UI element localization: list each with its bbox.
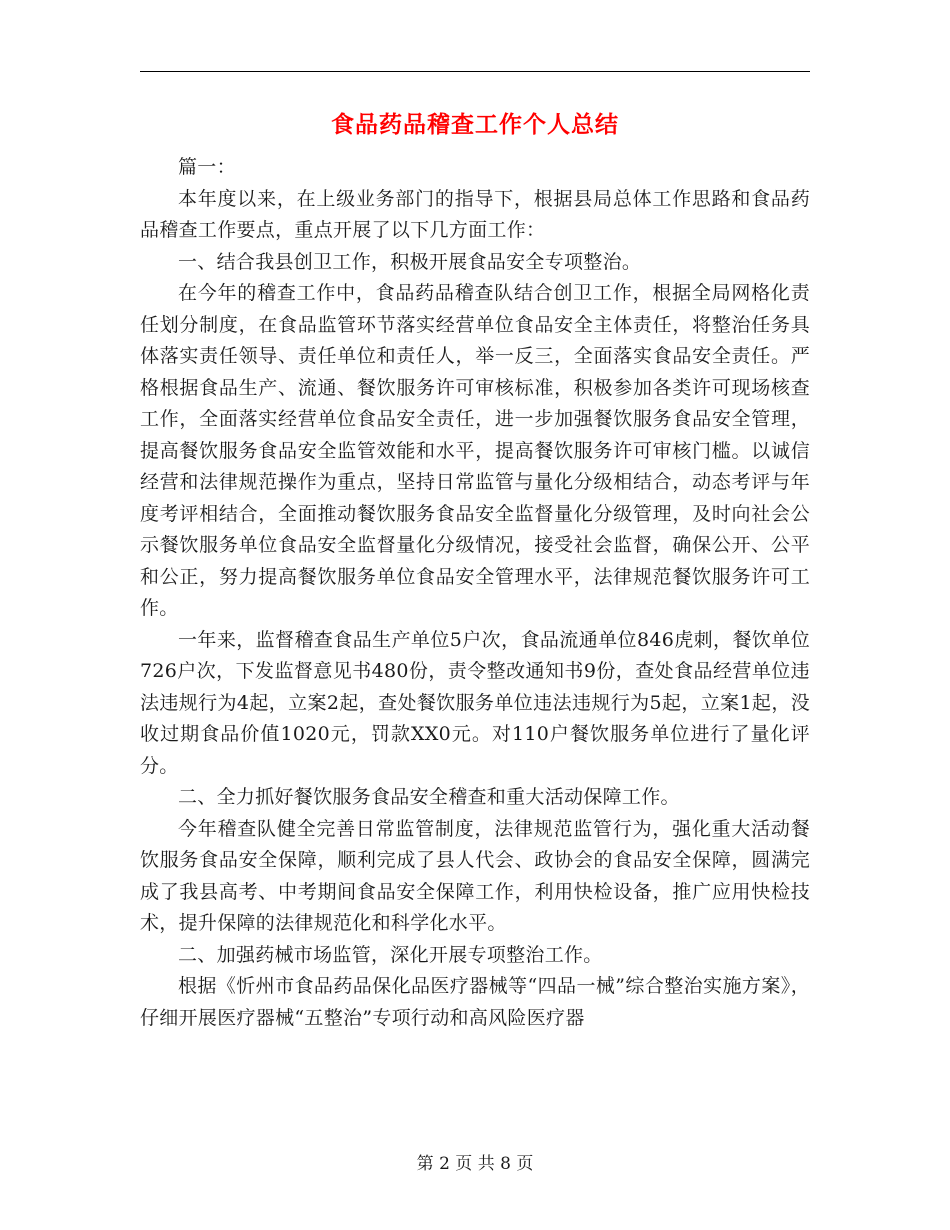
- paragraph-section-label: 篇一：: [178, 156, 236, 178]
- paragraph-body-1: 在今年的稽查工作中，食品药品稽查队结合创卫工作，根据全局网格化责任划分制度，在食品监管环节落实经营单位食品安全主体责任，将整治任务具体落实责任领导、责任单位和责任人，举一反三，全面落实食品安全责任。严格根据食品生产、流通、餐饮服务许可审核标准，积极参加各类许可现场核查工作，全面落实经营单位食品安全责任，进一步加强餐饮服务食品安全管理，提高餐饮服务食品安全监管效能和水平，提高餐饮服务许可审核门槛。以诚信经营和法律规范操作为重点，坚持日常监管与量化分级相结合，动态考评与年度考评相结合，全面推动餐饮服务食品安全监督量化分级管理，及时向社会公示餐饮服务单位食品安全监督量化分级情况，接受社会监督，确保公开、公平和公正，努力提高餐饮服务单位食品安全管理水平，法律规范餐饮服务许可工作。: [140, 282, 810, 619]
- page-number-footer: 第 2 页 共 8 页: [416, 1154, 534, 1174]
- paragraph-heading-1: 一、结合我县创卫工作，积极开展食品安全专项整治。: [178, 250, 642, 273]
- paragraph-intro: 本年度以来，在上级业务部门的指导下，根据县局总体工作思路和食品药品稽查工作要点，重点开展了以下几方面工作：: [140, 187, 810, 241]
- document-body: [140, 152, 810, 1034]
- paragraph-body-3: 根据《忻州市食品药品保化品医疗器械等“四品一械”综合整治实施方案》，仔细开展医疗器械“五整治”专项行动和高风险医疗器: [140, 975, 810, 1029]
- paragraph-body-2: 今年稽查队健全完善日常监管制度，法律规范监管行为，强化重大活动餐饮服务食品安全保障，顺利完成了县人代会、政协会的食品安全保障，圆满完成了我县高考、中考期间食品安全保障工作，利用快检设备，推广应用快检技术，提升保障的法律规范化和科学化水平。: [140, 817, 810, 934]
- document-title: 食品药品稽查工作个人总结: [331, 112, 619, 138]
- header-rule: [140, 71, 810, 72]
- paragraph-statistics: 一年来，监督稽查食品生产单位5户次，食品流通单位846虎刺，餐饮单位726户次，下发监督意见书480份，责令整改通知书9份，查处食品经营单位违法违规行为4起，立案2起，查处餐饮服务单位违法违规行为5起，立案1起，没收过期食品价值1020元，罚款XX0元。对110户餐饮服务单位进行了量化评分。: [140, 628, 810, 777]
- paragraph-heading-2: 二、全力抓好餐饮服务食品安全稽查和重大活动保障工作。: [178, 786, 680, 808]
- paragraph-heading-3: 二、加强药械市场监管，深化开展专项整治工作。: [178, 943, 603, 966]
